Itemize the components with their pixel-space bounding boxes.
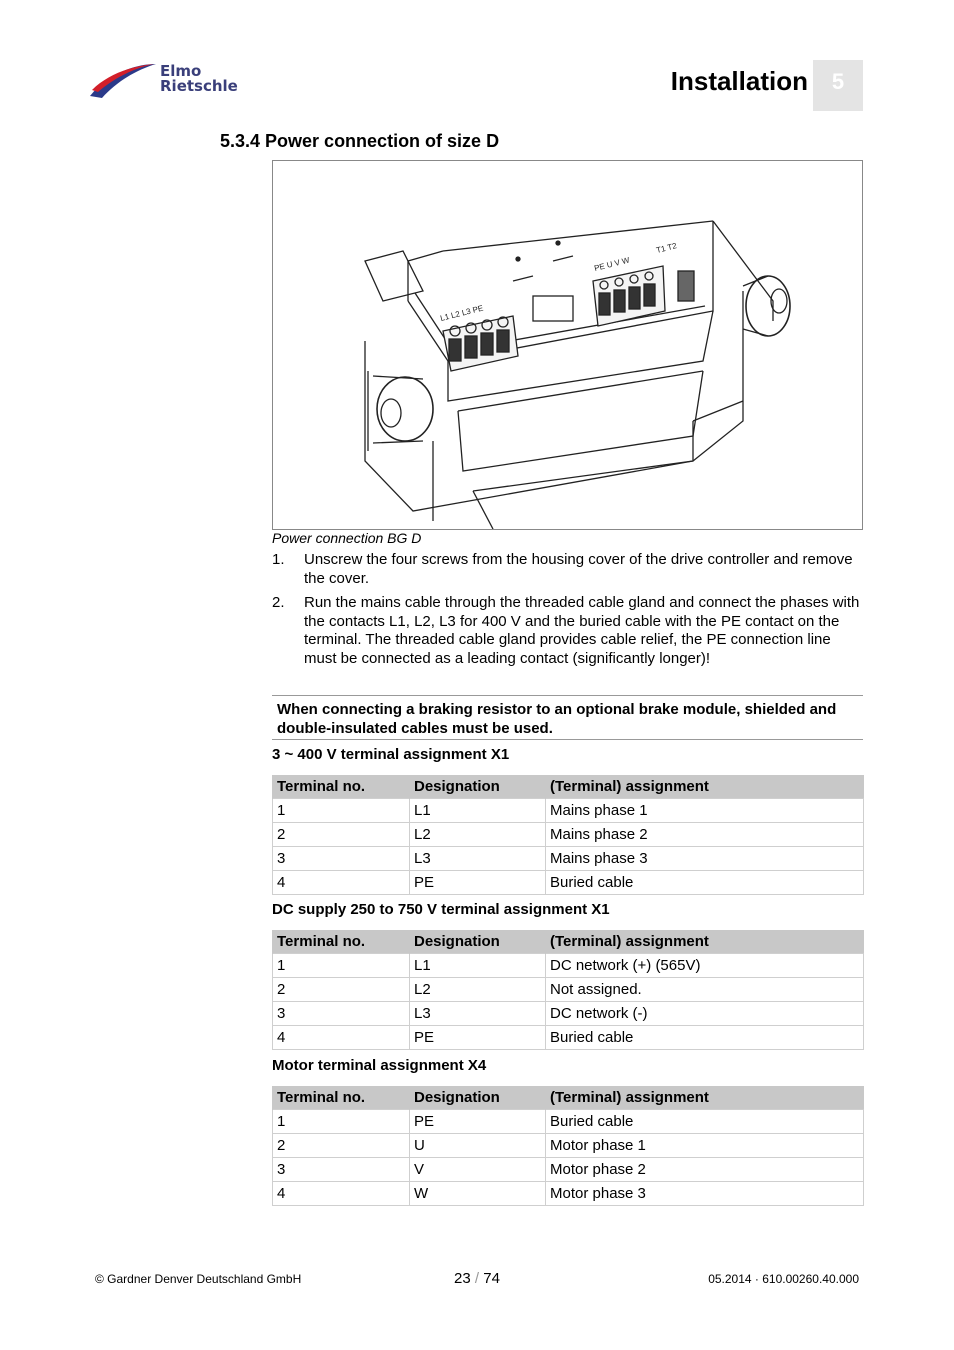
step-text: Run the mains cable through the threaded cable gland and connect the phases with the contacts L1, L2, L3 for 400 V and the buried cable with the PE contact on the terminal. The threaded cable gland provides cable relief, the PE connection line must be connected as a leading contact (significantly longer)! xyxy=(304,594,860,667)
table-cell: 2 xyxy=(273,823,410,847)
page-separator: / xyxy=(474,1270,480,1287)
table-cell: Mains phase 1 xyxy=(546,799,864,823)
terminal-table-x1-ac xyxy=(272,775,864,895)
table-cell: PE xyxy=(410,871,546,895)
table-row xyxy=(273,823,864,847)
table-header-row xyxy=(273,1086,864,1110)
step-text: Unscrew the four screws from the housing cover of the drive controller and remove the cover. xyxy=(304,551,853,587)
step-number: 1. xyxy=(272,551,285,568)
table-cell: 2 xyxy=(273,1134,410,1158)
chapter-number: 5 xyxy=(813,60,863,111)
logo-line1: Elmo xyxy=(160,62,202,80)
column-header: Terminal no. xyxy=(273,1086,410,1110)
table-cell: L2 xyxy=(410,978,546,1002)
table-row xyxy=(273,799,864,823)
table-row xyxy=(273,1134,864,1158)
table-cell: Mains phase 2 xyxy=(546,823,864,847)
table-cell: 2 xyxy=(273,978,410,1002)
mains-terminal-label: L1 L2 L3 PE xyxy=(439,303,485,323)
table-cell: 1 xyxy=(273,954,410,978)
terminal-table-x4-motor xyxy=(272,1086,864,1206)
table-cell: Motor phase 2 xyxy=(546,1158,864,1182)
table-header-row xyxy=(273,930,864,954)
table-title: DC supply 250 to 750 V terminal assignment X1 xyxy=(272,901,610,918)
figure-caption: Power connection BG D xyxy=(272,530,422,546)
footer-doc-ref: 05.2014 · 610.00260.40.000 xyxy=(708,1272,859,1286)
thermo-terminal-label: T1 T2 xyxy=(655,241,678,255)
table-row xyxy=(273,847,864,871)
power-connection-figure xyxy=(272,160,863,530)
table-cell: DC network (+) (565V) xyxy=(546,954,864,978)
warning-note: When connecting a braking resistor to an optional brake module, shielded and double-insulated cables must be used. xyxy=(272,695,863,740)
table-row xyxy=(273,1026,864,1050)
table-cell: V xyxy=(410,1158,546,1182)
table-cell: Motor phase 1 xyxy=(546,1134,864,1158)
table-cell: 3 xyxy=(273,1158,410,1182)
table-cell: L2 xyxy=(410,823,546,847)
column-header: Terminal no. xyxy=(273,930,410,954)
table-cell: DC network (-) xyxy=(546,1002,864,1026)
column-header: (Terminal) assignment xyxy=(546,1086,864,1110)
footer-copyright: © Gardner Denver Deutschland GmbH xyxy=(95,1272,302,1286)
list-item xyxy=(272,594,862,668)
table-cell: Buried cable xyxy=(546,1110,864,1134)
instruction-steps xyxy=(272,551,862,674)
column-header: (Terminal) assignment xyxy=(546,930,864,954)
motor-terminal-label: PE U V W xyxy=(593,255,631,273)
table-header-row xyxy=(273,775,864,799)
table-cell: L3 xyxy=(410,847,546,871)
table-title: Motor terminal assignment X4 xyxy=(272,1057,487,1074)
page-current: 23 xyxy=(454,1270,471,1287)
table-cell: W xyxy=(410,1182,546,1206)
table-cell: L1 xyxy=(410,799,546,823)
table-cell: 1 xyxy=(273,799,410,823)
table-row xyxy=(273,1158,864,1182)
table-cell: Not assigned. xyxy=(546,978,864,1002)
table-title: 3 ~ 400 V terminal assignment X1 xyxy=(272,746,510,763)
company-logo xyxy=(88,60,258,102)
table-row xyxy=(273,1110,864,1134)
table-row xyxy=(273,978,864,1002)
section-title: 5.3.4 Power connection of size D xyxy=(220,131,500,151)
column-header: Designation xyxy=(410,1086,546,1110)
table-cell: 4 xyxy=(273,1026,410,1050)
table-cell: 1 xyxy=(273,1110,410,1134)
table-cell: 4 xyxy=(273,1182,410,1206)
chapter-title: Installation xyxy=(670,66,808,96)
table-cell: PE xyxy=(410,1110,546,1134)
table-cell: Motor phase 3 xyxy=(546,1182,864,1206)
table-row xyxy=(273,1182,864,1206)
logo-line2: Rietschle xyxy=(160,77,238,95)
table-cell: L1 xyxy=(410,954,546,978)
column-header: Designation xyxy=(410,775,546,799)
page-total: 74 xyxy=(483,1270,500,1287)
table-row xyxy=(273,954,864,978)
table-cell: Buried cable xyxy=(546,1026,864,1050)
column-header: (Terminal) assignment xyxy=(546,775,864,799)
drive-controller-drawing xyxy=(273,161,862,529)
logo-swoosh-icon xyxy=(88,60,160,102)
table-cell: Mains phase 3 xyxy=(546,847,864,871)
table-cell: Buried cable xyxy=(546,871,864,895)
terminal-table-x1-dc xyxy=(272,930,864,1050)
table-cell: 3 xyxy=(273,1002,410,1026)
table-row xyxy=(273,1002,864,1026)
column-header: Designation xyxy=(410,930,546,954)
table-row xyxy=(273,871,864,895)
list-item xyxy=(272,551,862,588)
column-header: Terminal no. xyxy=(273,775,410,799)
step-number: 2. xyxy=(272,594,285,611)
table-cell: 3 xyxy=(273,847,410,871)
table-cell: 4 xyxy=(273,871,410,895)
table-cell: L3 xyxy=(410,1002,546,1026)
table-cell: U xyxy=(410,1134,546,1158)
table-cell: PE xyxy=(410,1026,546,1050)
